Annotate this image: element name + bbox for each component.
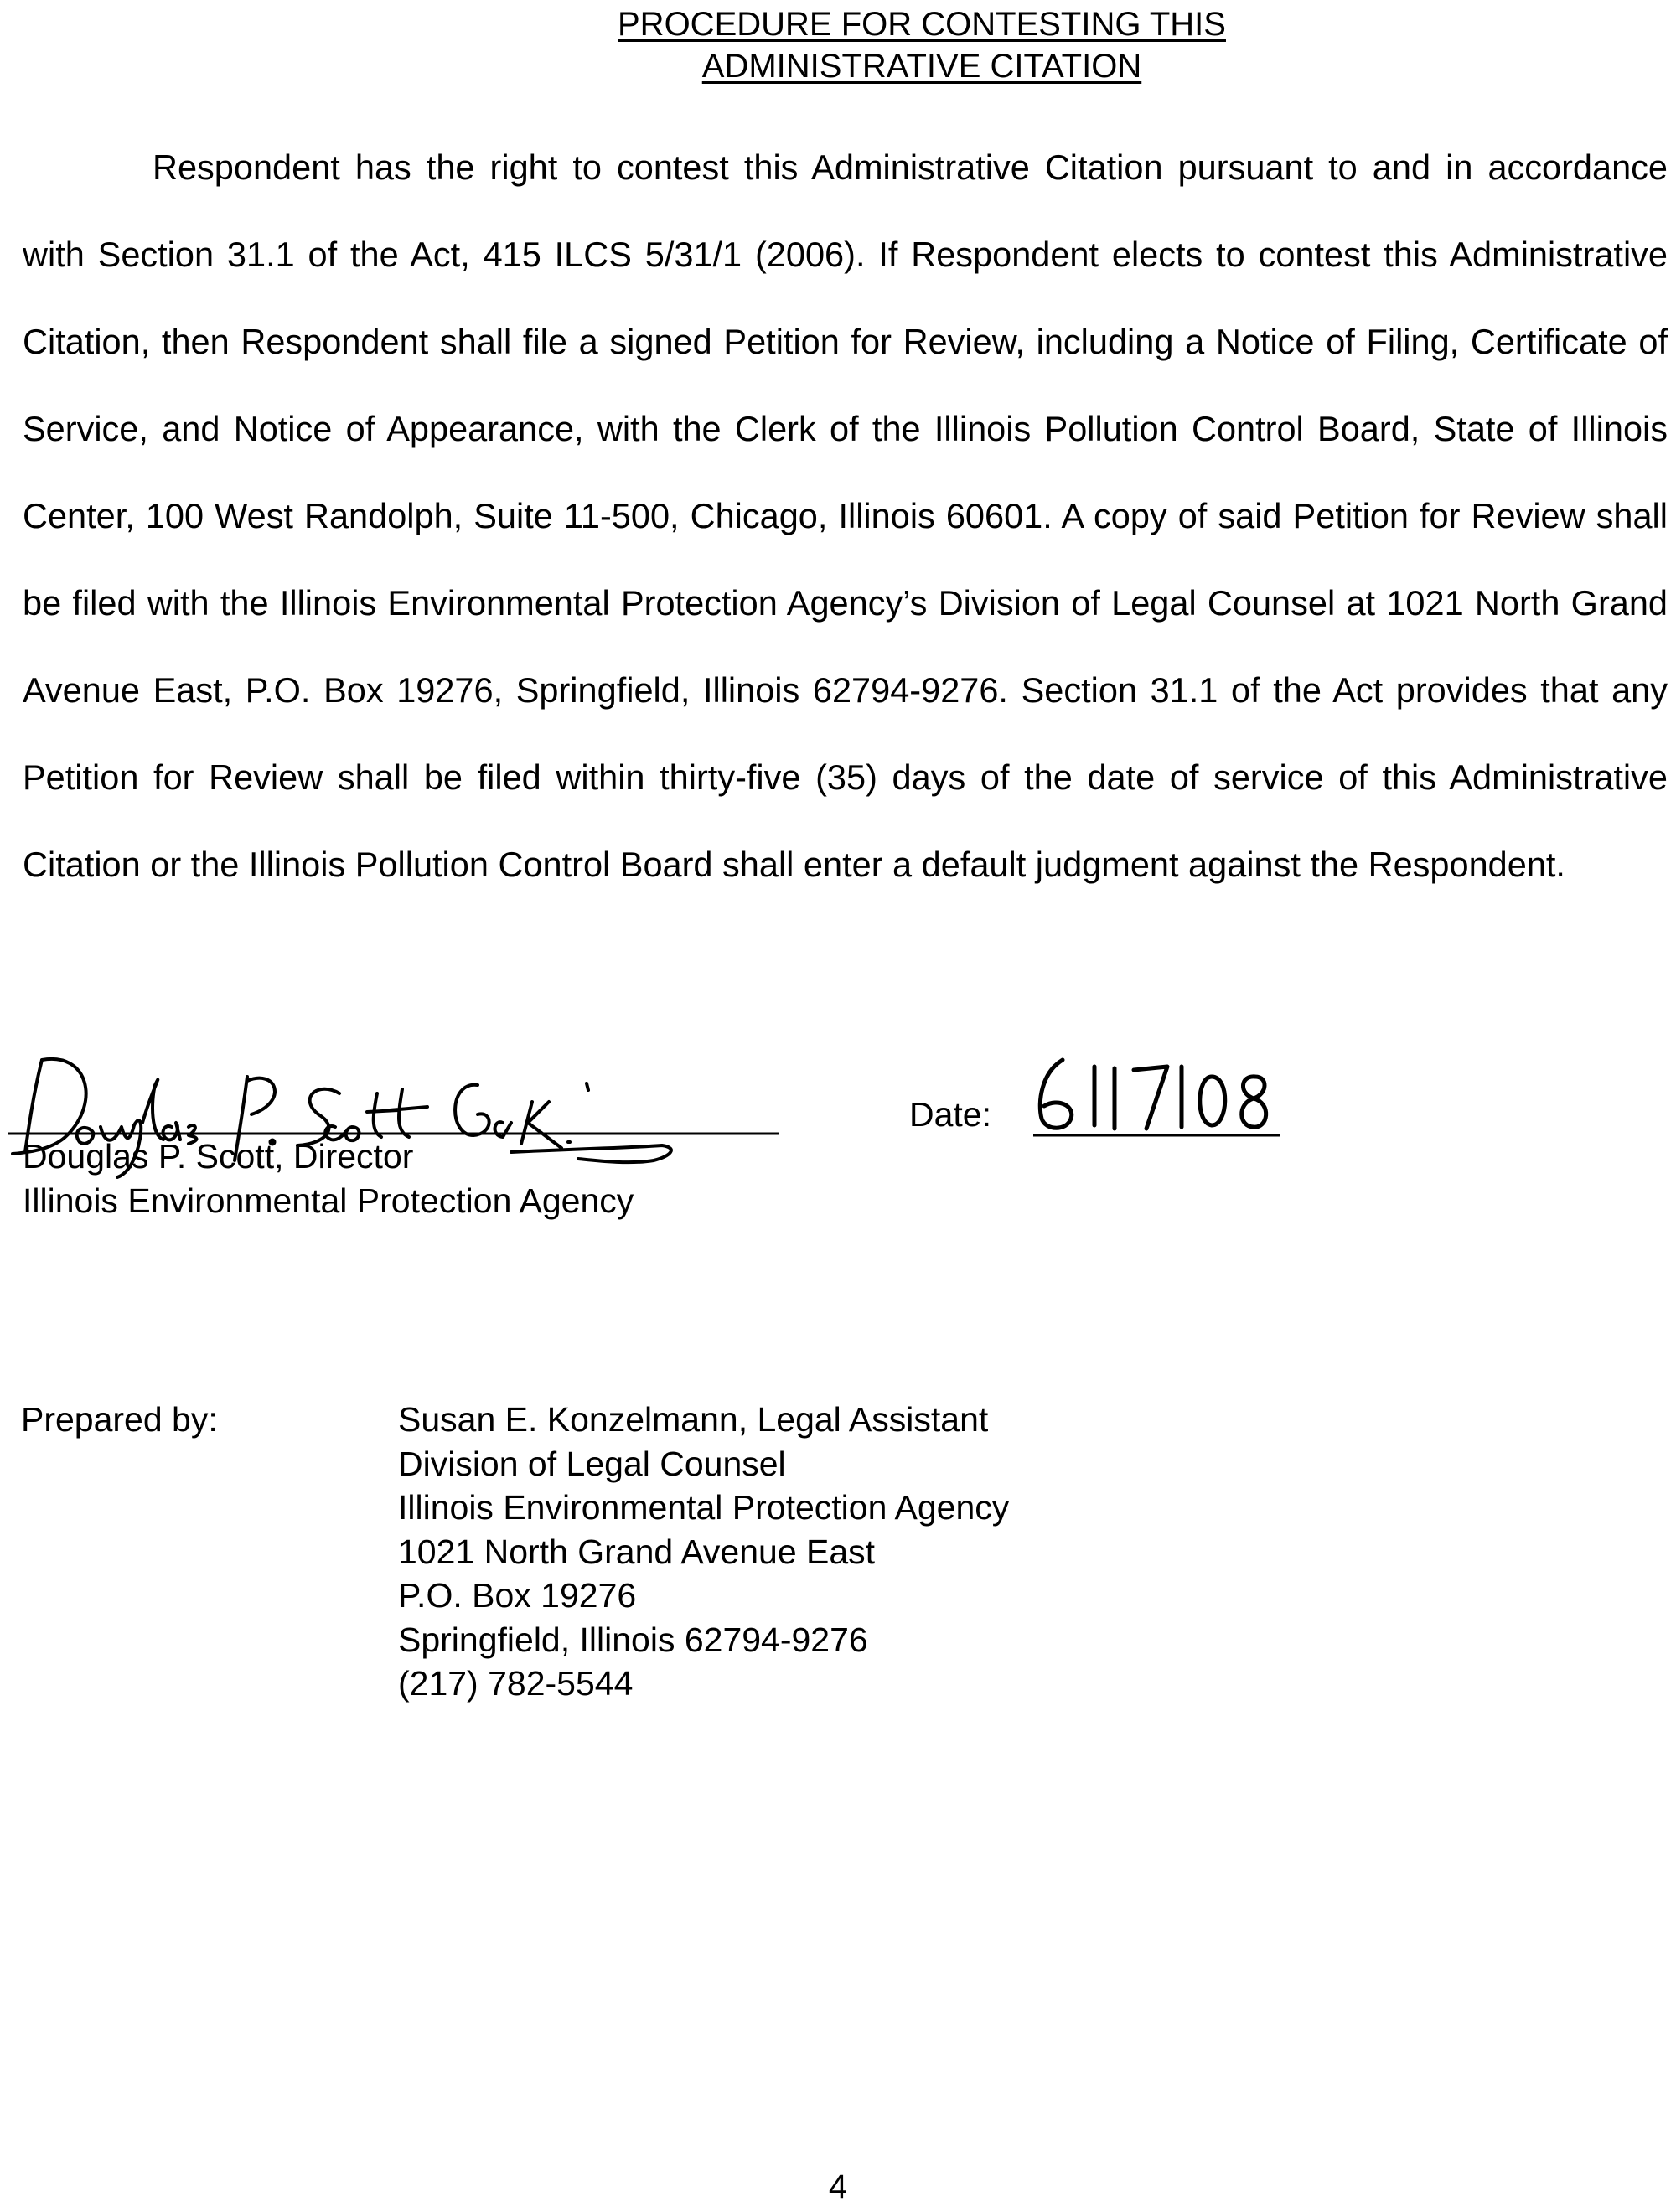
heading-line-2: ADMINISTRATIVE CITATION — [701, 48, 1142, 85]
handwritten-date — [1029, 1052, 1280, 1144]
prepared-by-address — [398, 1398, 1009, 1706]
prepared-line: 1021 North Grand Avenue East — [398, 1532, 876, 1571]
prepared-line: Division of Legal Counsel — [398, 1444, 786, 1483]
body-paragraph: Respondent has the right to contest this Administrative Citation pursuant to and in accordance with Section 31.1 of the Act, 415 ILCS 5/31/1 (2006). If Respondent elects to contest this Administrative Citation, then Respondent shall file a signed Petition for Review, including a Notice of Filing, Certificate of Service, and Notice of Appearance, with the Clerk of the Illinois Pollution Control Board, State of Illinois Center, 100 West Randolph, Suite 11-500, Chicago, Illinois 60601. A copy of said Petition for Review shall be filed with the Illinois Environmental Protection Agency’s Division of Legal Counsel at 1021 North Grand Avenue East, P.O. Box 19276, Springfield, Illinois 62794-9276. Section 31.1 of the Act provides that any Petition for Review shall be filed within thirty-five (35) days of the date of service of this Administrative Citation or the Illinois Pollution Control Board shall enter a default judgment against the Respondent. — [23, 147, 1668, 884]
prepared-line: Susan E. Konzelmann, Legal Assistant — [398, 1400, 989, 1439]
prepared-line: P.O. Box 19276 — [398, 1576, 637, 1615]
heading-line-1: PROCEDURE FOR CONTESTING THIS — [618, 6, 1226, 43]
prepared-line: Springfield, Illinois 62794-9276 — [398, 1620, 868, 1659]
prepared-by-label: Prepared by: — [21, 1400, 218, 1439]
page-number: 4 — [828, 2168, 848, 2205]
prepared-line: Illinois Environmental Protection Agency — [398, 1488, 1010, 1527]
prepared-line: (217) 782-5544 — [398, 1664, 634, 1703]
date-label: Date: — [909, 1095, 991, 1134]
signatory-name-title: Douglas P. Scott, Director — [23, 1137, 414, 1176]
signatory-agency: Illinois Environmental Protection Agency — [23, 1181, 634, 1220]
